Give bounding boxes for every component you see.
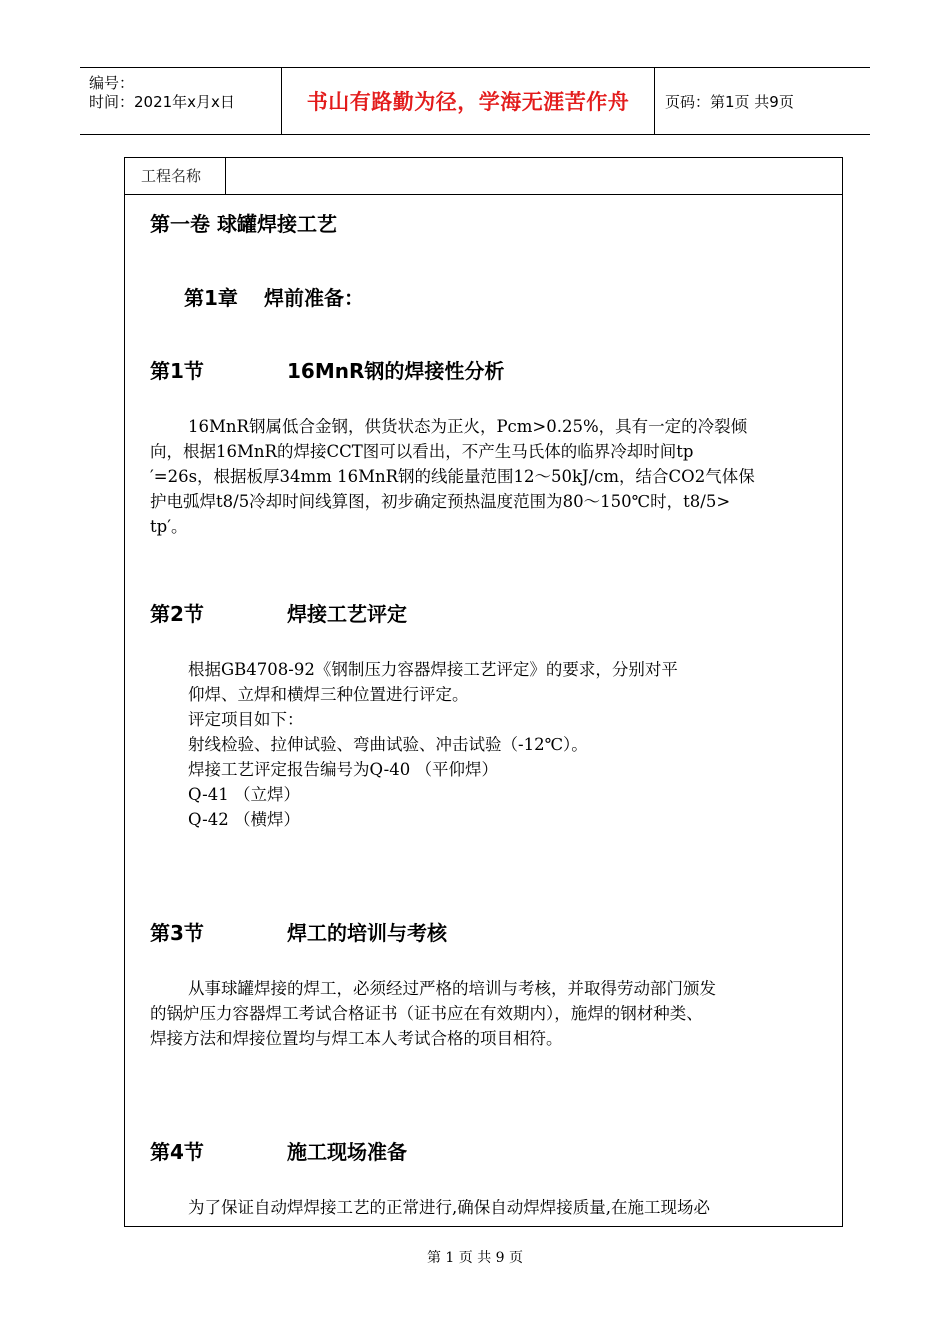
chapter-title: 焊前准备：	[264, 286, 364, 310]
code-label: 编号：	[89, 74, 135, 92]
section-2-line-1: 根据GB4708-92《钢制压力容器焊接工艺评定》的要求，分别对平	[188, 660, 678, 679]
section-2-title: 焊接工艺评定	[287, 602, 407, 626]
time-label: 时间：2021年x月x日	[89, 93, 235, 111]
section-2-line-4: 射线检验、拉伸试验、弯曲试验、冲击试验（-12℃）。	[188, 735, 588, 754]
chapter-number: 第1章	[184, 286, 238, 310]
section-1-line-5: tp′。	[150, 517, 188, 536]
volume-title: 第一卷 球罐焊接工艺	[150, 212, 337, 236]
section-3-title: 焊工的培训与考核	[287, 921, 447, 945]
section-4-number: 第4节	[150, 1140, 204, 1164]
section-1-title: 16MnR钢的焊接性分析	[287, 359, 505, 383]
section-2-line-5: 焊接工艺评定报告编号为Q-40 （平仰焊）	[188, 760, 498, 779]
section-2-line-6: Q-41 （立焊）	[188, 785, 300, 804]
header-page-info	[655, 68, 870, 134]
section-1-line-2: 向，根据16MnR的焊接CCT图可以看出，不产生马氏体的临界冷却时间tp	[150, 442, 694, 461]
section-4-line-1: 为了保证自动焊焊接工艺的正常进行,确保自动焊焊接质量,在施工现场必	[188, 1198, 710, 1217]
page-info-text: 页码：第1页 共9页	[665, 92, 794, 111]
motto-text: 书山有路勤为径，学海无涯苦作舟	[306, 90, 630, 114]
section-1-line-3: ′=26s，根据板厚34mm 16MnR钢的线能量范围12～50kJ/cm，结合CO2气体保	[150, 467, 755, 486]
section-2-number: 第2节	[150, 602, 204, 626]
section-1-line-4: 护电弧焊t8/5冷却时间线算图，初步确定预热温度范围为80～150℃时，t8/5>	[150, 492, 731, 511]
section-1-line-1: 16MnR钢属低合金钢，供货状态为正火，Pcm>0.25%，具有一定的冷裂倾	[188, 417, 748, 436]
section-3-line-3: 焊接方法和焊接位置均与焊工本人考试合格的项目相符。	[150, 1029, 563, 1048]
page-footer: 第 1 页 共 9 页	[426, 1250, 524, 1266]
header-motto	[282, 68, 655, 134]
section-2-line-7: Q-42 （横焊）	[188, 810, 300, 829]
project-name-label: 工程名称	[125, 158, 226, 194]
section-3-line-2: 的锅炉压力容器焊工考试合格证书（证书应在有效期内），施焊的钢材种类、	[150, 1004, 703, 1023]
section-4-title: 施工现场准备	[287, 1140, 407, 1164]
section-1-number: 第1节	[150, 359, 204, 383]
section-2-line-3: 评定项目如下：	[188, 710, 304, 729]
section-2-line-2: 仰焊、立焊和横焊三种位置进行评定。	[188, 685, 469, 704]
section-3-number: 第3节	[150, 921, 204, 945]
project-name-value	[226, 158, 842, 194]
section-3-line-1: 从事球罐焊接的焊工，必须经过严格的培训与考核，并取得劳动部门颁发	[188, 979, 716, 998]
page-header	[80, 67, 870, 135]
project-name-row	[125, 158, 842, 195]
header-meta	[80, 68, 282, 134]
